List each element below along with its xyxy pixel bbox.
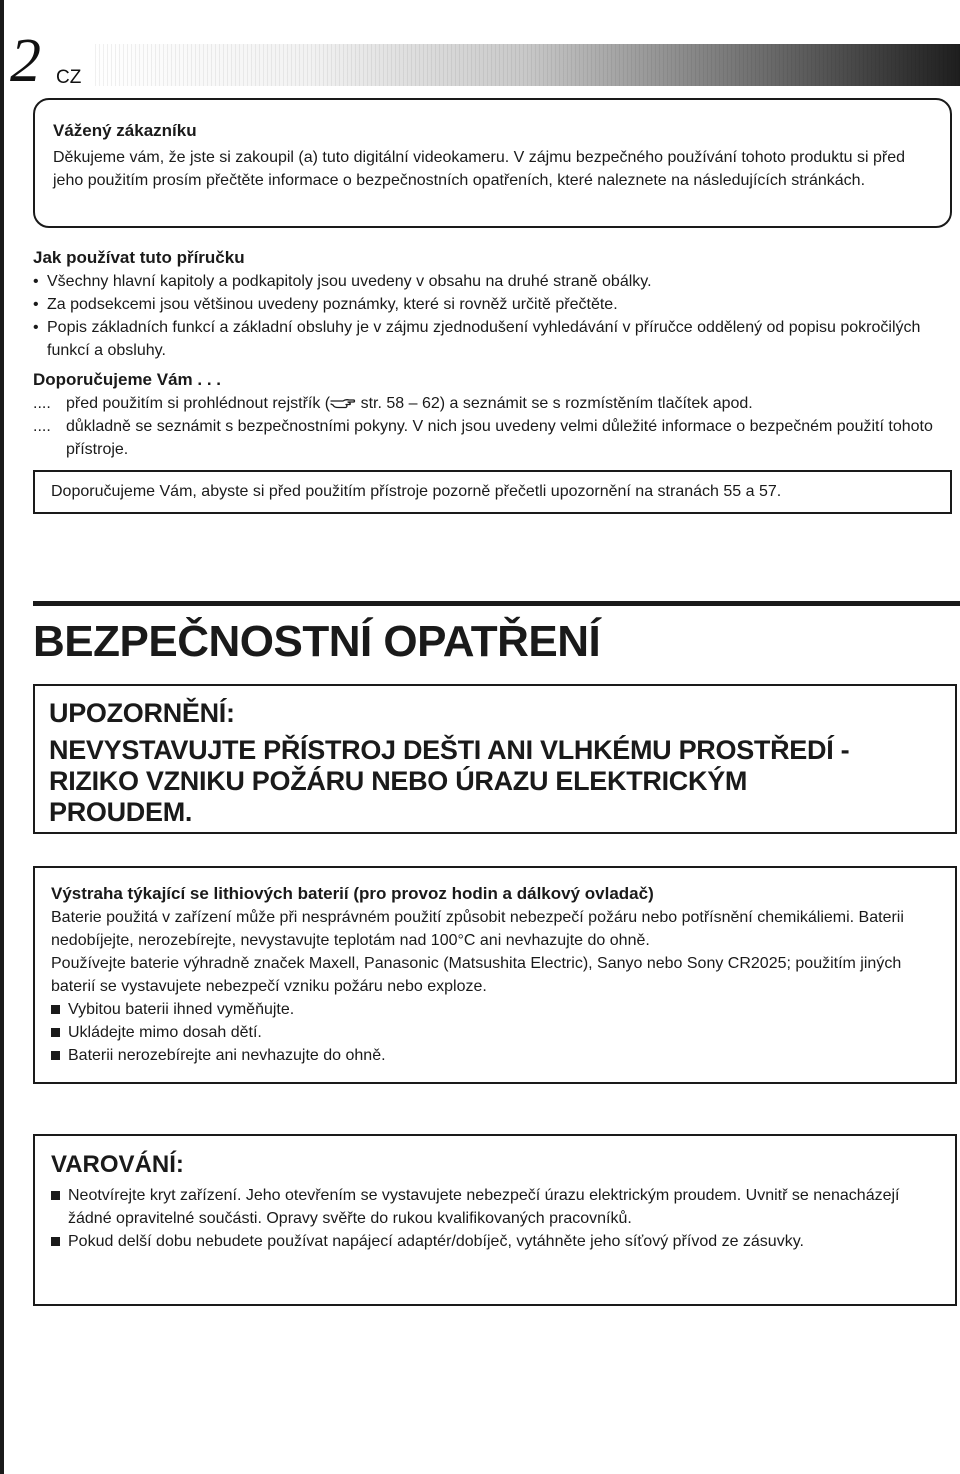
intro-text: Děkujeme vám, že jste si zakoupil (a) tuto digitální videokameru. V zájmu bezpečného používání tohoto produktu si před jeho použitím prosím přečtěte informace o bezpečnostních opatřeních, které naleznete na následujících stránkách. xyxy=(53,149,906,189)
intro-title: Vážený zákazníku xyxy=(53,121,197,140)
bullet-glyph: • xyxy=(33,319,39,336)
list-item xyxy=(51,1044,955,1067)
caution-box xyxy=(33,1134,957,1306)
list-item xyxy=(51,998,955,1021)
warning-heading: UPOZORNĚNÍ: xyxy=(49,698,235,728)
section-title: BEZPEČNOSTNÍ OPATŘENÍ xyxy=(33,617,601,666)
recommend-text: str. 58 – 62) a seznámit se s rozmístěním tlačítek apod. xyxy=(356,395,753,412)
list-item xyxy=(51,1230,955,1253)
battery-warning-box xyxy=(33,866,957,1084)
intro-box xyxy=(33,98,952,228)
square-bullet-icon xyxy=(51,1051,60,1060)
list-item-text: Neotvírejte kryt zařízení. Jeho otevřením se vystavujete nebezpečí úrazu elektrickým proudem. Uvnitř se nenacházejí žádné opravitelné součásti. Opravy svěřte do rukou kvalifikovaných pracovníků. xyxy=(68,1187,900,1227)
guide-bullet xyxy=(33,270,953,293)
language-code: CZ xyxy=(56,67,82,88)
list-item-text: Ukládejte mimo dosah dětí. xyxy=(68,1024,262,1041)
header-gradient-bar xyxy=(92,44,960,86)
recommend-item xyxy=(33,415,953,461)
battery-paragraph: Baterie použitá v zařízení může při nesprávném použití způsobit nebezpečí požáru nebo potřísnění chemikáliemi. Baterii nedobíjejte, nerozebírejte, nevystavujte teplotám nad 100°C ani nevhazujte do ohně. xyxy=(51,909,904,949)
recommend-lead: .... xyxy=(33,395,51,412)
page-number: 2 xyxy=(10,27,41,95)
list-item-text: Baterii nerozebírejte ani nevhazujte do ohně. xyxy=(68,1047,386,1064)
square-bullet-icon xyxy=(51,1237,60,1246)
guide-bullet xyxy=(33,293,953,316)
read-warnings-notice: Doporučujeme Vám, abyste si před použitím přístroje pozorně přečetli upozornění na stranách 55 a 57. xyxy=(33,470,952,514)
bullet-glyph: • xyxy=(33,296,39,313)
square-bullet-icon xyxy=(51,1028,60,1037)
warning-line: NEVYSTAVUJTE PŘÍSTROJ DEŠTI ANI VLHKÉMU PROSTŘEDÍ - xyxy=(49,735,850,765)
recommend-text: před použitím si prohlédnout rejstřík ( xyxy=(66,395,331,412)
warning-box xyxy=(33,684,957,834)
manual-guide-section xyxy=(33,246,953,461)
guide-bullet-text: Popis základních funkcí a základní obsluhy je v zájmu zjednodušení vyhledávání v příručce oddělený od popisu pokročilých funkcí a obsluhy. xyxy=(47,319,921,359)
warning-line: RIZIKO VZNIKU POŽÁRU NEBO ÚRAZU ELEKTRICKÝM xyxy=(49,766,748,796)
list-item-text: Pokud delší dobu nebudete používat napájecí adaptér/dobíječ, vytáhněte jeho síťový přívod ze zásuvky. xyxy=(68,1233,804,1250)
bullet-glyph: • xyxy=(33,273,39,290)
list-item xyxy=(51,1184,955,1230)
recommend-title: Doporučujeme Vám . . . xyxy=(33,370,221,389)
recommend-lead: .... xyxy=(33,418,51,435)
guide-title: Jak používat tuto příručku xyxy=(33,248,245,267)
square-bullet-icon xyxy=(51,1005,60,1014)
warning-line: PROUDEM. xyxy=(49,797,193,827)
left-margin-rule xyxy=(0,0,4,1474)
list-item xyxy=(51,1021,955,1044)
recommend-item xyxy=(33,392,953,415)
guide-bullet xyxy=(33,316,953,362)
battery-title: Výstraha týkající se lithiových baterií (pro provoz hodin a dálkový ovladač) xyxy=(51,884,654,903)
square-bullet-icon xyxy=(51,1191,60,1200)
guide-bullet-text: Všechny hlavní kapitoly a podkapitoly jsou uvedeny v obsahu na druhé straně obálky. xyxy=(47,273,652,290)
list-item-text: Vybitou baterii ihned vyměňujte. xyxy=(68,1001,295,1018)
guide-bullet-text: Za podsekcemi jsou většinou uvedeny poznámky, které si rovněž určitě přečtěte. xyxy=(47,296,618,313)
section-rule xyxy=(33,601,960,606)
recommend-text: důkladně se seznámit s bezpečnostními pokyny. V nich jsou uvedeny velmi důležité informace o bezpečném použití tohoto přístroje. xyxy=(66,418,933,458)
battery-paragraph: Používejte baterie výhradně značek Maxell, Panasonic (Matsushita Electric), Sanyo nebo Sony CR2025; použitím jiných baterií se vystavujete nebezpečí vzniku požáru nebo exploze. xyxy=(51,955,902,995)
caution-title: VAROVÁNÍ: xyxy=(51,1151,184,1178)
pointing-finger-icon xyxy=(330,395,356,409)
